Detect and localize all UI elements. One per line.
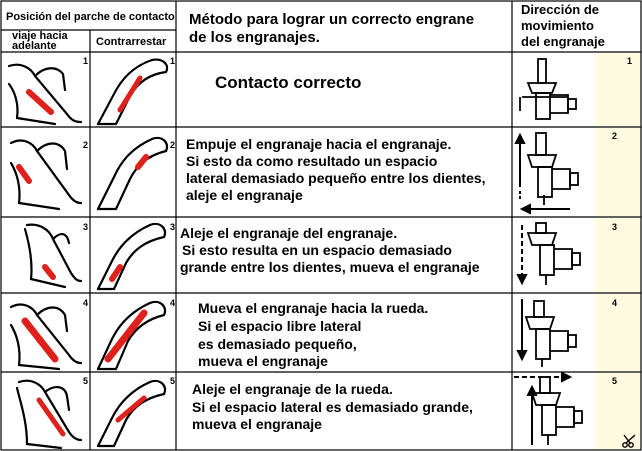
row-1-text: Contacto correcto (215, 73, 362, 92)
contact-patch (29, 92, 51, 112)
gear-tooth-icon (92, 54, 172, 126)
header-direction-1: Dirección de (521, 2, 600, 17)
row-1-number-b: 1 (170, 56, 176, 66)
row-4-line-4: mueva el engranaje (198, 353, 328, 369)
row-2-number-b: 2 (170, 140, 176, 150)
row-2-number-a: 2 (83, 140, 89, 150)
gear-tooth-icon (5, 129, 85, 215)
header-method-1: Método para lograr un correcto engrane (189, 11, 475, 28)
arrow-down-icon (518, 299, 526, 359)
header-method-2: de los engranajes. (189, 29, 320, 46)
row-5-number-b: 5 (170, 376, 176, 386)
row-3-line-2: Si esto resulta en un espacio demasiado (182, 242, 452, 258)
row-3-line-1: Aleje el engranaje del engranaje. (180, 225, 398, 241)
number-panel-4 (595, 294, 640, 371)
row-3-number-b: 3 (170, 222, 176, 232)
arrow-up-icon (516, 135, 524, 199)
row-4-number-a: 4 (83, 298, 89, 308)
row-2-line-1: Empuje el engranaje hacia el engranaje. (186, 136, 452, 152)
header-counter: Contrarrestar (96, 36, 167, 48)
gear-tooth-icon (92, 219, 172, 291)
row-4-number-c: 4 (612, 298, 618, 308)
bevel-gear-assembly-icon (514, 295, 590, 371)
gear-tooth-icon (5, 54, 85, 126)
row-4-line-2: Si el espacio libre lateral (198, 318, 362, 334)
row-2-line-2: Si esto da como resultado un espacio (186, 153, 438, 169)
row-1-number-c: 1 (627, 56, 633, 66)
contact-patch (19, 167, 29, 181)
contact-patch (120, 78, 140, 110)
number-panel-2 (595, 128, 640, 216)
row-3-number-c: 3 (612, 222, 618, 232)
row-4-line-1: Mueva el engranaje hacia la rueda. (198, 300, 429, 316)
arrow-right-icon (514, 373, 570, 381)
row-5-line-1: Aleje el engranaje de la rueda. (192, 381, 393, 397)
contact-patch (25, 321, 55, 359)
row-5-number-c: 5 (612, 376, 618, 386)
row-5-line-2: Si el espacio lateral es demasiado grande, (192, 399, 473, 415)
scissors-icon (622, 434, 638, 448)
header-forward-travel-1: viaje hacia (12, 30, 68, 42)
contact-patch (45, 267, 53, 277)
gear-tooth-icon (5, 374, 85, 450)
header-direction-3: del engranaje (521, 34, 605, 49)
bevel-gear-assembly-icon (518, 55, 588, 125)
arrow-up-icon (528, 387, 536, 445)
header-contact-position: Posición del parche de contacto (6, 11, 175, 23)
contact-patch (138, 157, 146, 167)
header-direction-2: movimiento (521, 18, 594, 33)
row-2-line-4: aleje el engranaje (186, 187, 303, 203)
gear-tooth-icon (92, 374, 172, 450)
gear-tooth-icon (92, 295, 172, 371)
row-5-number-a: 5 (83, 376, 89, 386)
row-2-line-3: lateral demasiado pequeño entre los dientes, (186, 170, 486, 186)
bevel-gear-assembly-icon (512, 373, 592, 451)
row-3-number-a: 3 (83, 222, 89, 232)
row-4-number-b: 4 (170, 298, 176, 308)
row-1-number-a: 1 (83, 56, 89, 66)
header-forward-travel-2: adelante (12, 40, 57, 52)
gear-tooth-icon (5, 219, 85, 291)
bevel-gear-assembly-icon (514, 219, 590, 291)
row-2-number-c: 2 (612, 131, 618, 141)
row-4-line-3: es demasiado pequeño, (198, 336, 357, 352)
row-5-line-3: mueva el engranaje (192, 416, 322, 432)
arrow-left-icon (522, 205, 570, 213)
number-panel-3 (595, 218, 640, 292)
arrow-down-icon (518, 225, 526, 283)
bevel-gear-assembly-icon (514, 129, 590, 215)
number-panel-1 (595, 53, 640, 126)
row-3-line-3: grande entre los dientes, mueva el engranaje (180, 259, 480, 275)
gear-tooth-icon (5, 295, 85, 371)
gear-tooth-icon (92, 129, 172, 215)
